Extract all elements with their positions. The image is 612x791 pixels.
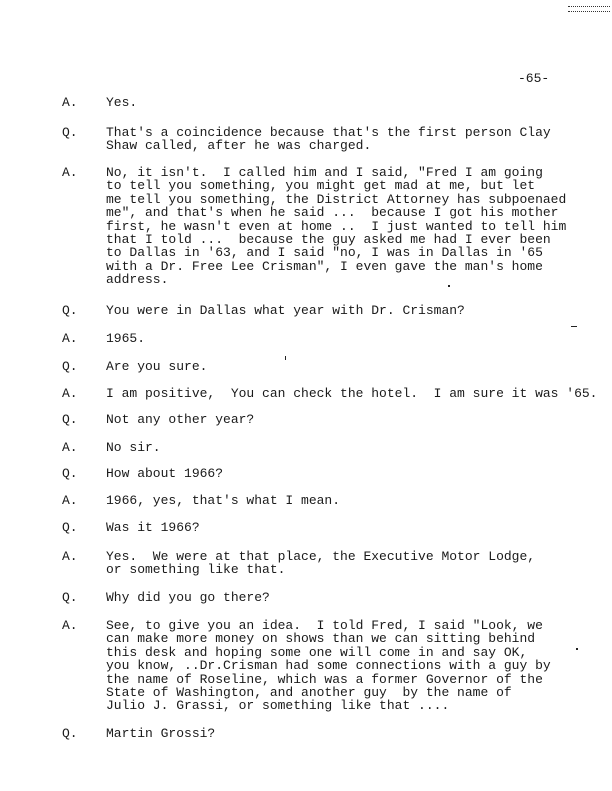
exchange-text: Yes. We were at that place, the Executive Motor Lodge, or something like that. (106, 549, 536, 578)
exchange-text: 1966, yes, that's what I mean. (106, 493, 341, 508)
exchange-text: Why did you go there? (106, 590, 270, 605)
speaker-label: Q. (62, 726, 78, 741)
speaker-label: A. (62, 331, 78, 346)
speaker-label: A. (62, 165, 78, 180)
page-number: -65- (518, 71, 550, 86)
speaker-label: Q. (62, 359, 78, 374)
exchange-text: Martin Grossi? (106, 726, 216, 741)
exchange-text: Are you sure. (106, 359, 208, 374)
speaker-label: Q. (62, 303, 78, 318)
speaker-label: Q. (62, 520, 78, 535)
exchange-text: 1965. (106, 331, 146, 346)
speaker-label: A. (62, 440, 78, 455)
exchange-text: Yes. (106, 95, 138, 110)
scan-speck (448, 285, 450, 287)
exchange-text: Was it 1966? (106, 520, 200, 535)
speaker-label: A. (62, 493, 78, 508)
speaker-label: Q. (62, 412, 78, 427)
exchange-text: No sir. (106, 440, 161, 455)
exchange-text: I am positive, You can check the hotel. I am sure it was '65. (106, 386, 598, 401)
exchange-text: That's a coincidence because that's the first person Clay Shaw called, after he was charged. (106, 125, 551, 154)
exchange-text: How about 1966? (106, 466, 224, 481)
exchange-text: Not any other year? (106, 412, 255, 427)
speaker-label: Q. (62, 590, 78, 605)
speaker-label: A. (62, 95, 78, 110)
exchange-text: No, it isn't. I called him and I said, "Fred I am going to tell you something, you might get mad at me, but let me tell you something, the District Attorney has subpoenaed me", and that's when he said ... because I got his mother first, he wasn't even at home .. I just wanted to tell him that I told ... because the guy asked me had I ever been to Dallas in '63, and I said "no, I was in Dallas in '65 with a Dr. Free Lee Crisman", I even gave the man's home address. (106, 165, 567, 288)
scan-speck (285, 356, 286, 360)
speaker-label: A. (62, 386, 78, 401)
speaker-label: Q. (62, 125, 78, 140)
exchange-text: See, to give you an idea. I told Fred, I said "Look, we can make more money on shows than we can sitting behind this desk and hoping some one will come in and say OK, you know, ..Dr.Crisman had some connections with a guy by the name of Roseline, which was a former Governor of the State of Washington, and another guy by the name of Julio J. Grassi, or something like that .... (106, 618, 551, 714)
scan-speck (576, 648, 578, 650)
scan-mark (568, 6, 610, 12)
scan-speck (571, 326, 577, 327)
speaker-label: Q. (62, 466, 78, 481)
speaker-label: A. (62, 618, 78, 633)
speaker-label: A. (62, 549, 78, 564)
exchange-text: You were in Dallas what year with Dr. Crisman? (106, 303, 465, 318)
